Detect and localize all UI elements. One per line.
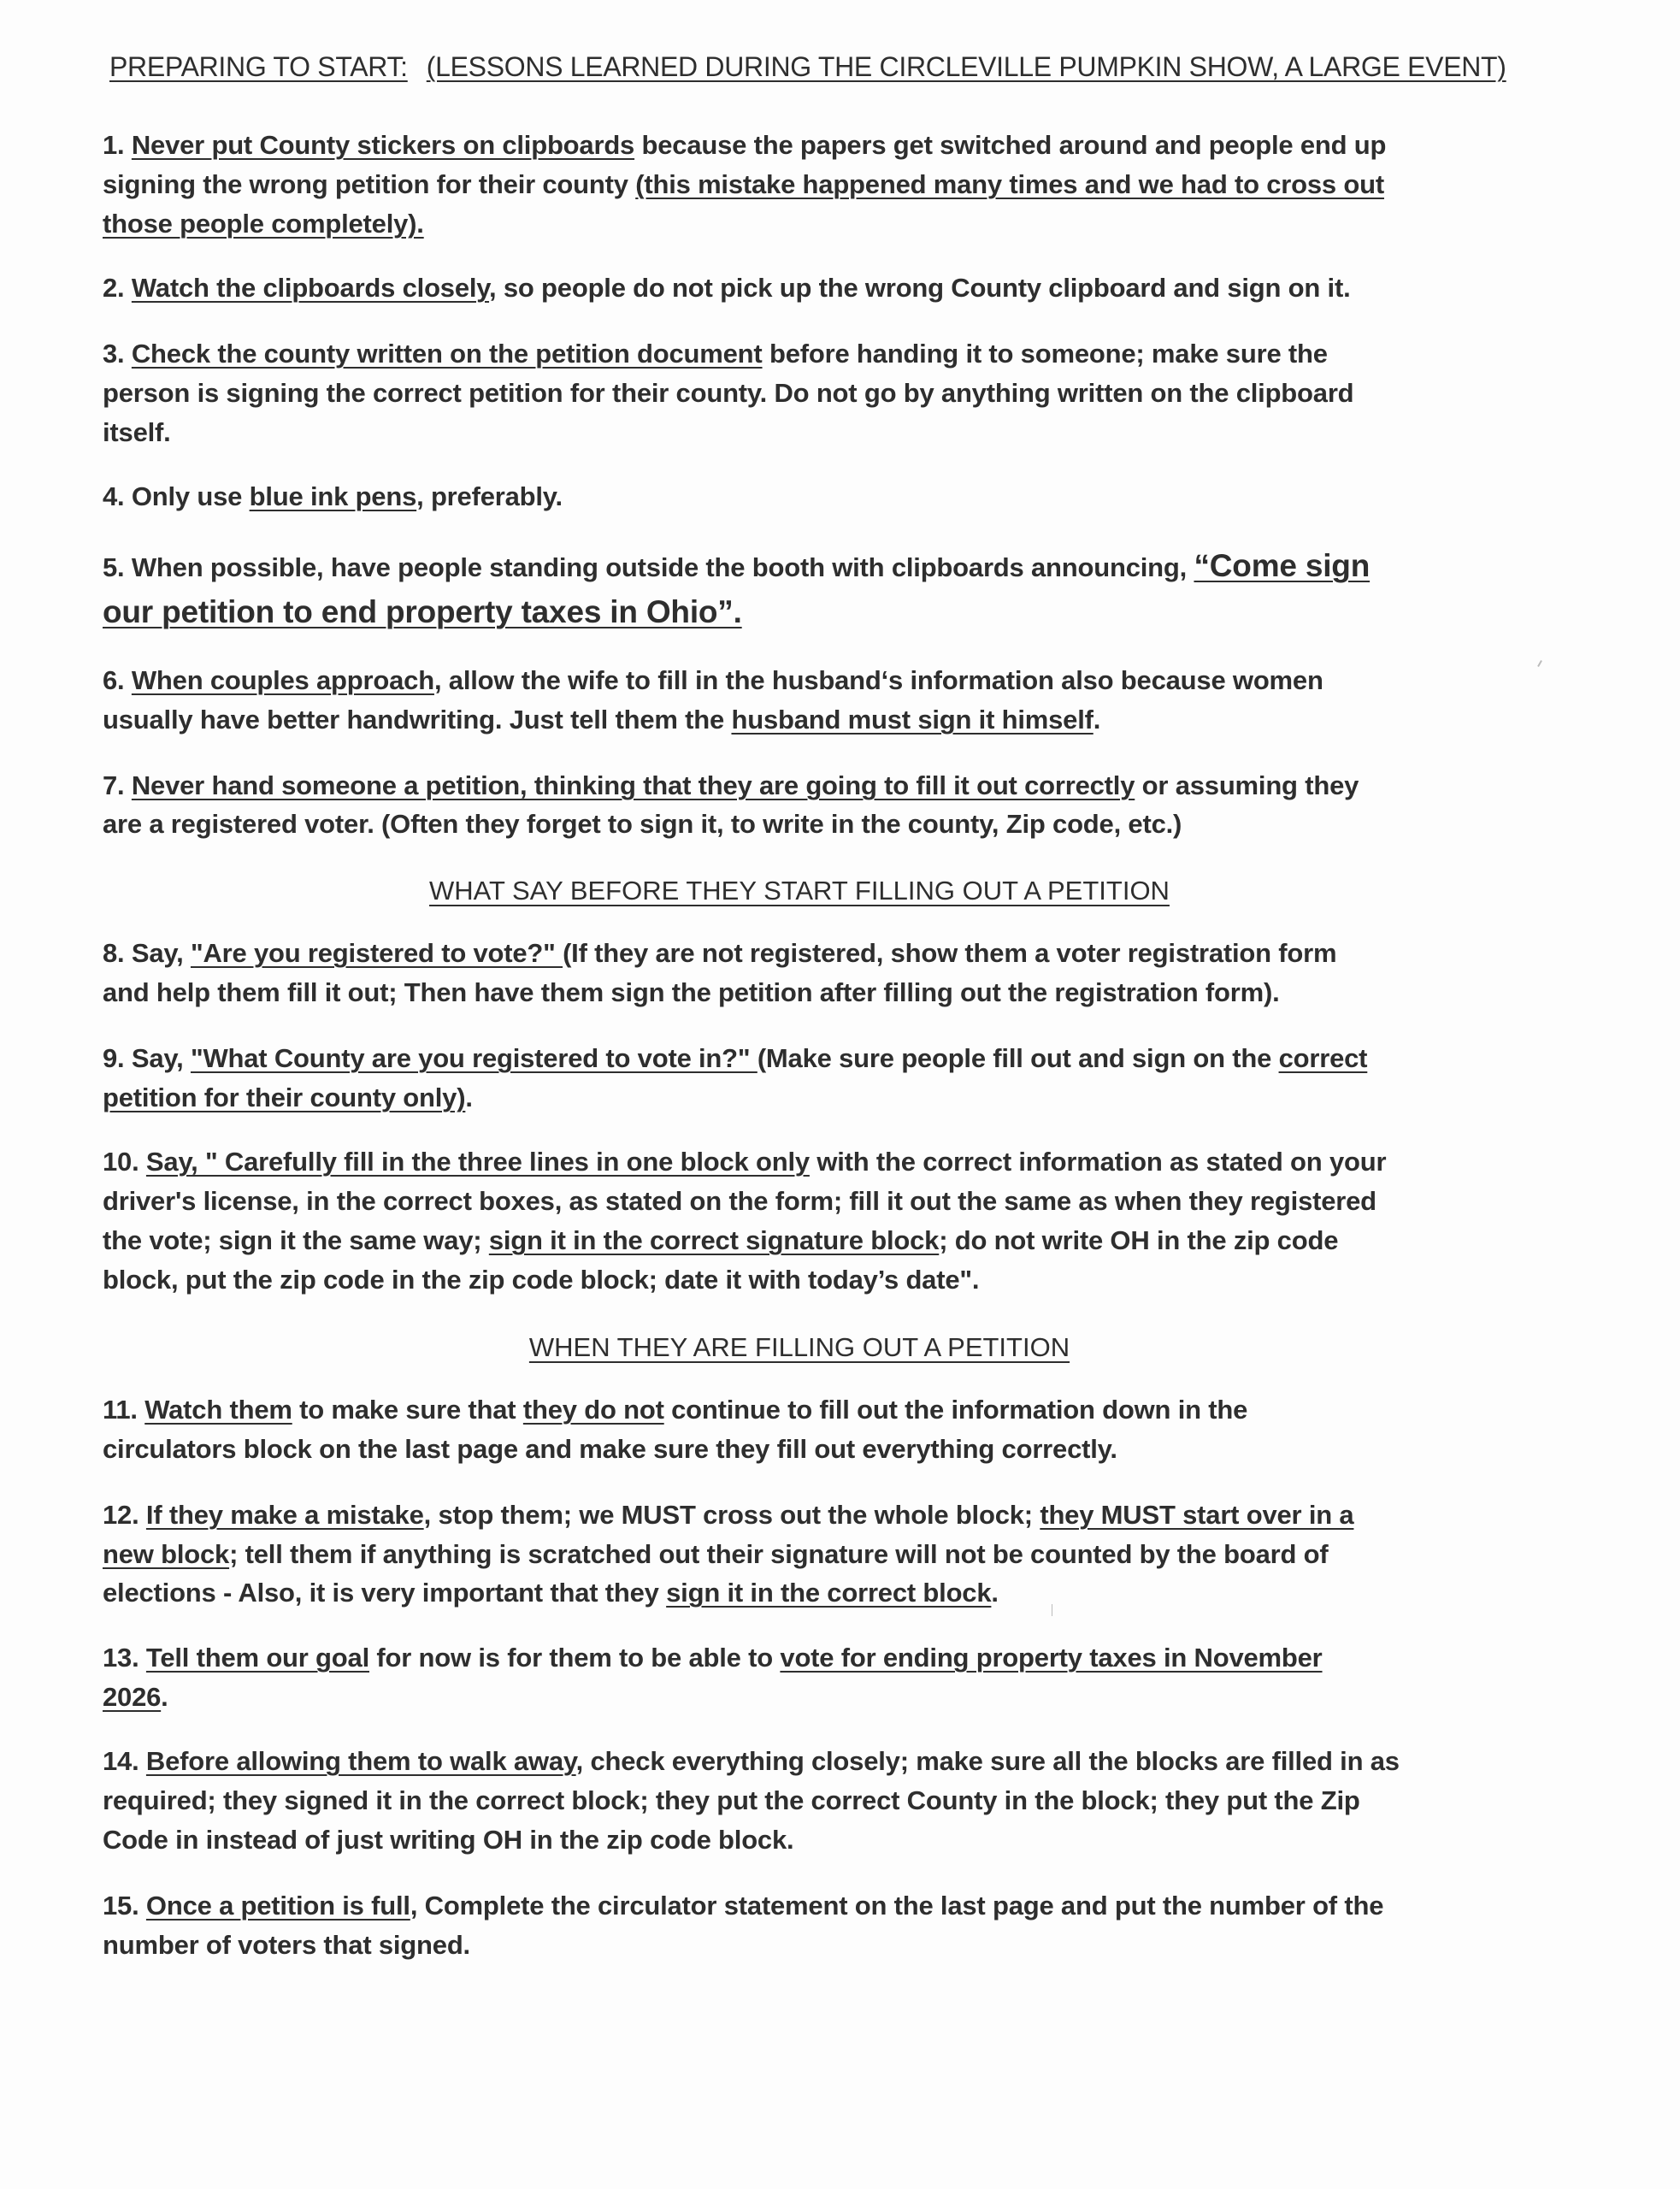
instruction-line [103, 549, 1370, 585]
underlined-text: blue ink pens [249, 481, 417, 511]
text-segment: required; they signed it in the correct block; they put the correct County in the block; they put the Zip [103, 1785, 1360, 1815]
text-segment: 9. Say, [103, 1043, 191, 1073]
instruction-line [103, 1928, 470, 1962]
instruction-line [103, 1224, 1338, 1258]
text-segment: for now is for them to be able to [369, 1643, 781, 1673]
instruction-line [103, 271, 1351, 305]
text-segment: number of voters that signed. [103, 1930, 470, 1960]
text-segment: block, put the zip code in the zip code block; date it with today’s date". [103, 1265, 980, 1295]
text-segment: (Make sure people fill out and sign on the [757, 1043, 1279, 1073]
instruction-line [103, 128, 1386, 162]
underlined-text: If they make a mistake [145, 1500, 424, 1530]
text-segment: or assuming they [1135, 770, 1359, 800]
underlined-text: (this mistake happened many times and we had to cross out [635, 169, 1384, 199]
text-segment: 13. [103, 1643, 146, 1673]
underlined-text: our petition to end property taxes in Ohio”. [103, 594, 742, 629]
text-segment: driver's license, in the correct boxes, as stated on the form; fill it out the same as when they registered [103, 1186, 1376, 1216]
underlined-text: they do not [522, 1395, 664, 1425]
underlined-text: Watch them [144, 1395, 292, 1425]
text-segment: person is signing the correct petition for their county. Do not go by anything written on the clipboard [103, 378, 1354, 408]
underlined-text: Never hand someone a petition, thinking that they are going to fill it out correctly [131, 770, 1135, 800]
instruction-line [103, 1145, 1386, 1179]
text-segment: circulators block on the last page and make sure they fill out everything correctly. [103, 1434, 1117, 1464]
text-segment: elections - Also, it is very important that they [103, 1578, 667, 1608]
text-segment: 1. [103, 130, 132, 160]
instruction-line [103, 480, 563, 514]
text-segment: , stop them; we MUST cross out the whole block; [423, 1500, 1040, 1530]
scan-speck [1537, 660, 1542, 667]
text-segment: ; do not write OH in the zip code [939, 1225, 1339, 1255]
underlined-text: Tell them our goal [145, 1643, 369, 1673]
text-segment: , check everything closely; make sure all the blocks are filled in as [575, 1746, 1400, 1776]
instruction-line [103, 416, 171, 450]
text-segment: (If they are not registered, show them a voter registration form [563, 938, 1337, 968]
text-segment: 12. [103, 1500, 146, 1530]
title-subtitle: (LESSONS LEARNED DURING THE CIRCLEVILLE PUMPKIN SHOW, A LARGE EVENT) [426, 51, 1506, 82]
text-segment: 8. Say, [103, 938, 191, 968]
instruction-line [103, 337, 1328, 371]
underlined-text: petition for their county only) [103, 1083, 466, 1112]
instruction-line [103, 1744, 1400, 1779]
text-segment: . [161, 1682, 168, 1712]
underlined-text: they MUST start over in a [1040, 1500, 1354, 1530]
text-segment: . [1093, 705, 1101, 735]
underlined-text: Before allowing them to walk away [145, 1746, 576, 1776]
text-segment: 2. [103, 273, 132, 303]
text-segment: usually have better handwriting. Just tell them the [103, 705, 732, 735]
text-segment: , Complete the circulator statement on the last page and put the number of the [410, 1891, 1384, 1921]
instruction-line [103, 1537, 1329, 1572]
text-segment: the vote; sign it the same way; [103, 1225, 489, 1255]
instruction-line [103, 1680, 168, 1714]
title-label: PREPARING TO START: [109, 51, 408, 82]
instruction-line [103, 936, 1336, 971]
underlined-text: “Come sign [1194, 548, 1371, 583]
underlined-text: sign it in the correct block [666, 1578, 992, 1608]
text-segment: , allow the wife to fill in the husband‘s information also because women [433, 665, 1323, 695]
text-segment: 15. [103, 1891, 146, 1921]
instruction-line [103, 703, 1100, 737]
underlined-text: those people completely). [103, 209, 424, 239]
text-segment: 14. [103, 1746, 146, 1776]
text-segment: 11. [103, 1395, 145, 1425]
text-segment: 3. [103, 339, 132, 369]
underlined-text: new block [103, 1539, 230, 1569]
text-segment: , preferably. [416, 481, 563, 511]
instruction-line [103, 1498, 1353, 1532]
text-segment: Code in instead of just writing OH in the zip code block. [103, 1825, 794, 1855]
instruction-line [103, 1576, 999, 1610]
section-heading-text: WHEN THEY ARE FILLING OUT A PETITION [528, 1332, 1070, 1362]
underlined-text: Once a petition is full [145, 1891, 410, 1921]
underlined-text: Check the county written on the petition document [131, 339, 763, 369]
instruction-line [103, 1393, 1247, 1427]
text-segment: because the papers get switched around and people end up [634, 130, 1387, 160]
text-segment: to make sure that [292, 1395, 523, 1425]
text-segment: itself. [103, 417, 171, 447]
text-segment: 7. [103, 770, 132, 800]
text-segment: 6. [103, 665, 132, 695]
section-heading-text: WHAT SAY BEFORE THEY START FILLING OUT A PETITION [429, 876, 1170, 906]
instruction-line [103, 1432, 1117, 1466]
text-segment: signing the wrong petition for their county [103, 169, 636, 199]
instruction-line [103, 1041, 1367, 1076]
instruction-line [103, 376, 1353, 410]
instruction-line [103, 168, 1384, 202]
underlined-text: Never put County stickers on clipboards [131, 130, 635, 160]
instruction-line [103, 1889, 1383, 1923]
instruction-line [103, 1263, 979, 1297]
instruction-line [103, 1081, 473, 1115]
instruction-line [103, 207, 424, 241]
text-segment: are a registered voter. (Often they forget to sign it, to write in the county, Zip code, etc.) [103, 809, 1182, 839]
instruction-line [103, 595, 742, 631]
text-segment: before handing it to someone; make sure the [762, 339, 1328, 369]
underlined-text: sign it in the correct signature block [488, 1225, 940, 1255]
text-segment: ; tell them if anything is scratched out their signature will not be counted by the board of [229, 1539, 1329, 1569]
instruction-line [103, 1823, 793, 1857]
underlined-text: husband must sign it himself [731, 705, 1093, 735]
text-segment: , so people do not pick up the wrong County clipboard and sign on it. [489, 273, 1351, 303]
underlined-text: 2026 [103, 1682, 162, 1712]
text-segment: 4. Only use [103, 481, 250, 511]
text-segment: . [991, 1578, 999, 1608]
page-title [109, 50, 1506, 84]
instruction-line [103, 1784, 1360, 1818]
instruction-line [103, 664, 1323, 698]
instruction-line [103, 807, 1182, 841]
text-segment: continue to fill out the information down in the [663, 1395, 1248, 1425]
section-heading-when-filling [0, 1331, 1599, 1365]
text-segment: and help them fill it out; Then have them sign the petition after filling out the registration form). [103, 977, 1280, 1007]
instruction-line [103, 769, 1359, 803]
instruction-line [103, 976, 1280, 1010]
underlined-text: correct [1278, 1043, 1368, 1073]
underlined-text: Say, " Carefully fill in the three lines in one block only [145, 1147, 810, 1177]
text-segment: . [465, 1083, 473, 1112]
instruction-line [103, 1641, 1323, 1675]
text-segment: with the correct information as stated on your [809, 1147, 1387, 1177]
text-segment: 10. [103, 1147, 146, 1177]
section-heading-what-say [0, 874, 1599, 908]
underlined-text: Watch the clipboards closely [131, 273, 490, 303]
text-segment: 5. When possible, have people standing outside the booth with clipboards announcing, [103, 552, 1194, 582]
underlined-text: When couples approach [131, 665, 434, 695]
underlined-text: vote for ending property taxes in November [780, 1643, 1323, 1673]
underlined-text: "Are you registered to vote?" [190, 938, 563, 968]
instruction-line [103, 1184, 1376, 1218]
underlined-text: "What County are you registered to vote in?" [190, 1043, 757, 1073]
